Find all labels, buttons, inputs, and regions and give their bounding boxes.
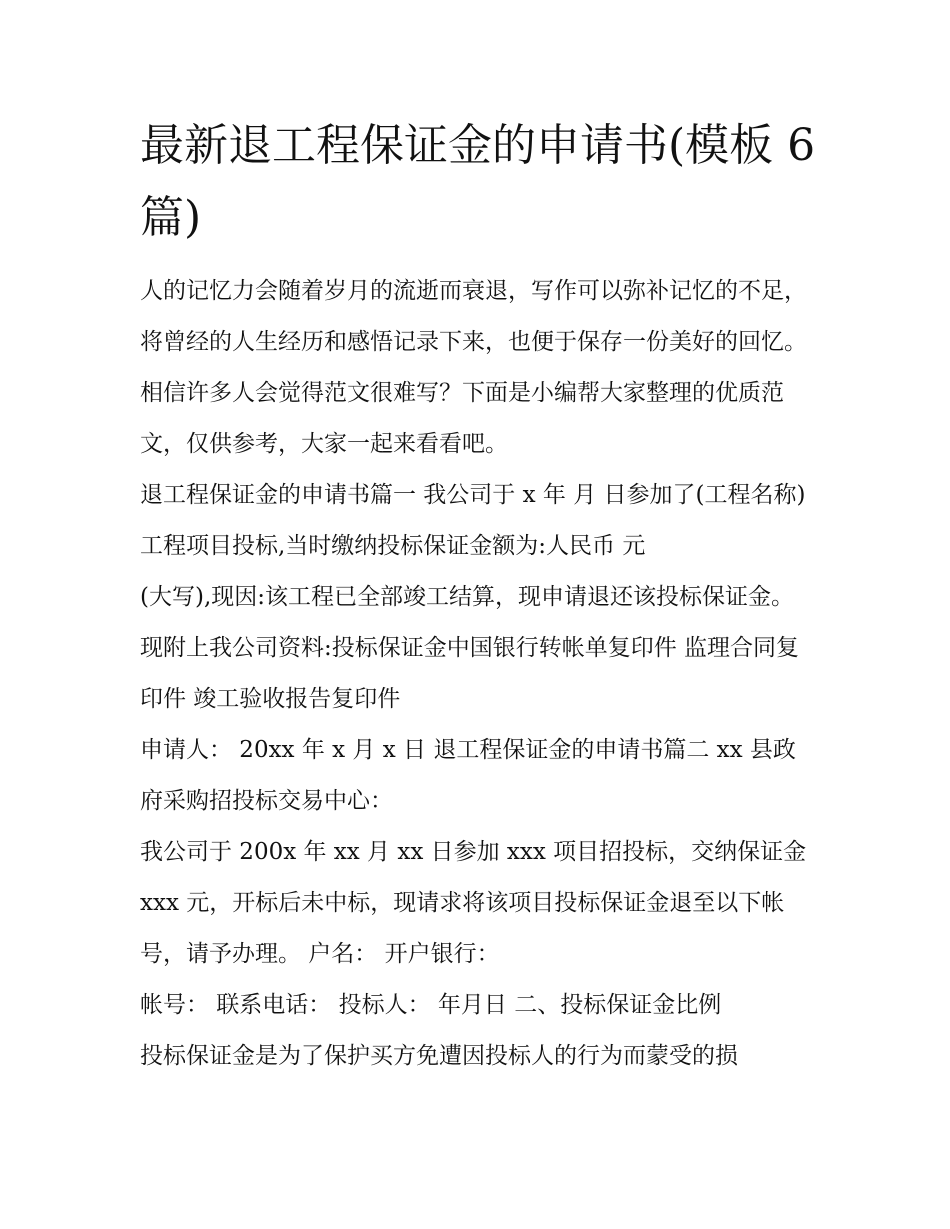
deposit-ratio-paragraph: 投标保证金是为了保护买方免遭因投标人的行为而蒙受的损 bbox=[140, 1043, 738, 1069]
document-page bbox=[140, 110, 816, 1082]
application-one-paragraph: 退工程保证金的申请书篇一 我公司于 x 年 月 日参加了(工程名称)工程项目投标,当时缴纳投标保证金额为:人民币 元 (大写),现因:该工程已全部竣工结算，现申请退还该投标保证金。 现附上我公司资料:投标保证金中国银行转帐单复印件 监理合同复印件 竣工验收报告复印件 bbox=[140, 482, 806, 712]
document-title: 最新退工程保证金的申请书(模板 6 篇) bbox=[140, 120, 816, 243]
intro-paragraph: 人的记忆力会随着岁月的流逝而衰退，写作可以弥补记忆的不足，将曾经的人生经历和感悟记录下来，也便于保存一份美好的回忆。相信许多人会觉得范文很难写？下面是小编帮大家整理的优质范文，仅供参考，大家一起来看看吧。 bbox=[140, 278, 807, 457]
account-info-paragraph: 帐号： 联系电话： 投标人： 年月日 二、投标保证金比例 bbox=[140, 992, 722, 1018]
application-two-paragraph: 我公司于 200x 年 xx 月 xx 日参加 xxx 项目招投标，交纳保证金 xxx 元，开标后未中标，现请求将该项目投标保证金退至以下帐号，请予办理。 户名： 开户银行： bbox=[140, 839, 814, 967]
applicant-paragraph: 申请人： 20xx 年 x 月 x 日 退工程保证金的申请书篇二 xx 县政府采购招投标交易中心： bbox=[140, 737, 796, 814]
